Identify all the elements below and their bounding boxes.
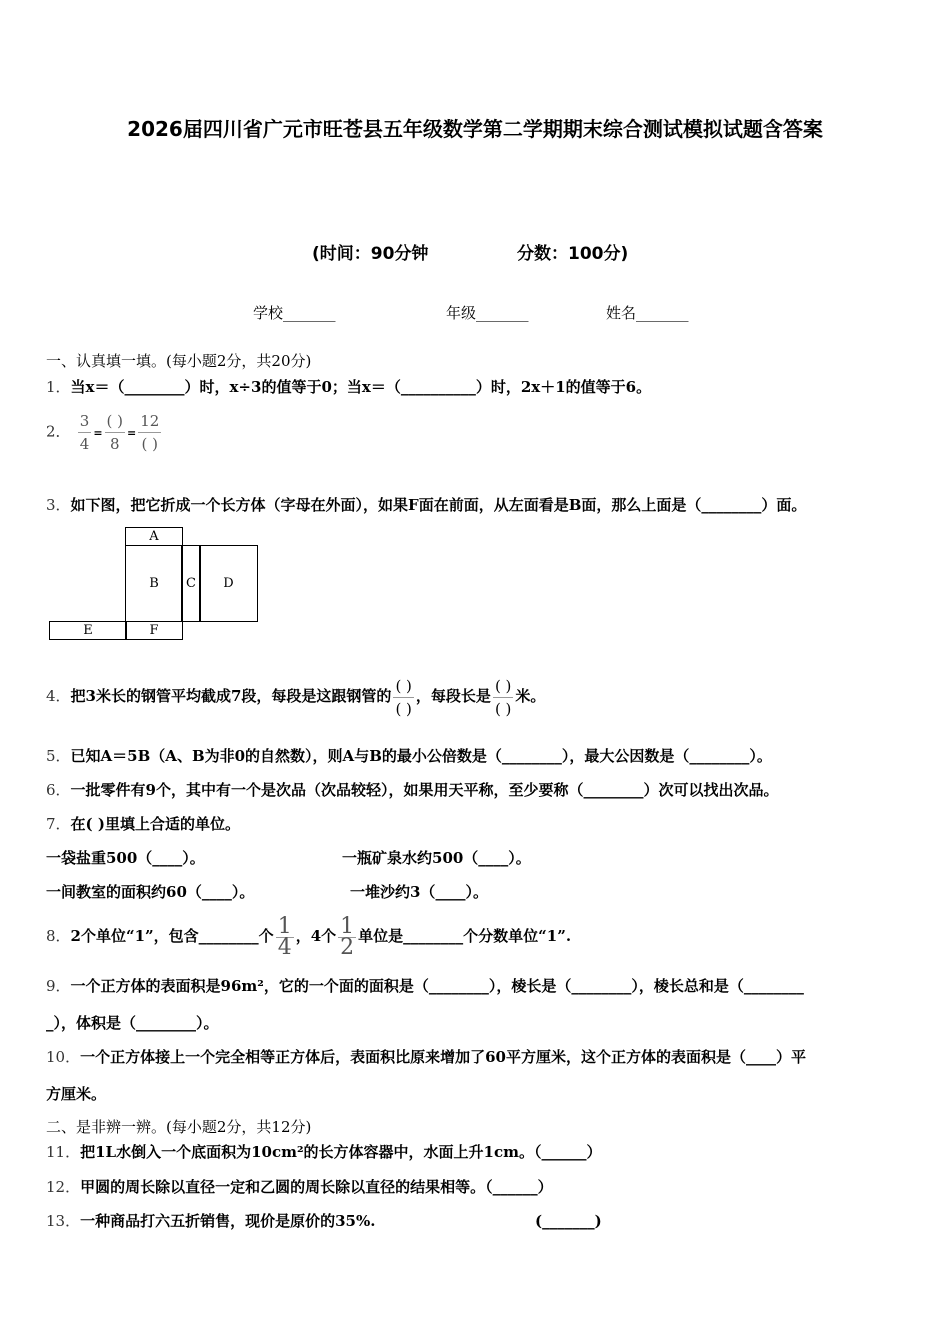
face-f: F [125, 621, 183, 640]
question-13: 13．一种商品打六五折销售，现价是原价的35%. [46, 1212, 376, 1230]
face-b: B [125, 545, 183, 622]
fraction-blank: $\frac{( )}{( )}$ [494, 676, 512, 718]
fraction: $\frac{1}{4}$ [277, 913, 292, 960]
q13-answer-blank: (_______) [535, 1212, 602, 1230]
question-10-cont: 方厘米。 [46, 1085, 107, 1103]
fraction: $\frac{12}{( )}$ [140, 412, 160, 453]
q-num: 2． [46, 422, 71, 441]
question-9: 9．一个正方体的表面积是96m²，它的一个面的面积是（________），棱长是（________），棱长总和是（________ [46, 977, 804, 995]
fraction: $\frac{( )}{8}$ [106, 412, 124, 453]
q-num: 3． [46, 496, 71, 514]
q-text: 当x＝（________）时，x÷3的值等于0；当x＝（__________）时，2x＋1的值等于6。 [70, 378, 652, 396]
question-9-cont: _），体积是（________）。 [46, 1014, 219, 1032]
question-1 [46, 377, 651, 397]
face-c: C [181, 545, 201, 622]
question-2: 2． $\frac{3}{4}$ = $\frac{( )}{8}$ = $\frac{12}{( )}$ [46, 412, 160, 453]
question-4: 4．把3米长的钢管平均截成7段，每段是这跟钢管的 $\frac{( )}{( )}$ ，每段长是 $\frac{( )}{( )}$ 米。 [46, 676, 546, 718]
grade-field: 年级_______ [446, 304, 529, 322]
face-a: A [125, 527, 183, 546]
question-5: 5．已知A＝5B（A、B为非0的自然数），则A与B的最小公倍数是（________），最大公因数是（________）。 [46, 747, 772, 765]
score-label: 分数：100分) [517, 244, 629, 264]
face-d: D [199, 545, 258, 622]
section-2-heading: 二、是非辨一辨。(每小题2分，共12分) [46, 1118, 312, 1136]
time-label: (时间：90分钟 [312, 244, 429, 264]
q-text: 如下图，把它折成一个长方体（字母在外面），如果F面在前面，从左面看是B面，那么上面是（________）面。 [70, 496, 807, 514]
q-num: 4． [46, 687, 71, 705]
page-title: 2026届四川省广元市旺苍县五年级数学第二学期期末综合测试模拟试题含答案 [127, 117, 823, 141]
question-10: 10．一个正方体接上一个完全相等正方体后，表面积比原来增加了60平方厘米，这个正方体的表面积是（____）平 [46, 1048, 806, 1066]
school-field: 学校_______ [253, 304, 336, 322]
question-11: 11．把1L水倒入一个底面积为10cm²的长方体容器中，水面上升1cm。（______） [46, 1143, 602, 1161]
face-e: E [49, 621, 127, 640]
q7-item-c: 一间教室的面积约60（____）。 [46, 883, 255, 901]
section-1-heading: 一、认真填一填。(每小题2分，共20分) [46, 352, 312, 370]
fraction-blank: $\frac{( )}{( )}$ [395, 676, 412, 718]
q-num: 1． [46, 378, 71, 396]
question-6: 6．一批零件有9个，其中有一个是次品（次品较轻），如果用天平称，至少要称（________）次可以找出次品。 [46, 781, 779, 799]
name-field: 姓名_______ [606, 304, 689, 322]
question-7: 7．在( )里填上合适的单位。 [46, 815, 240, 833]
question-12: 12．甲圆的周长除以直径一定和乙圆的周长除以直径的结果相等。（______） [46, 1178, 553, 1196]
fraction: $\frac{3}{4}$ [79, 412, 90, 453]
question-8: 8．2个单位“1”，包含________个 $\frac{1}{4}$ ，4个 $\frac{1}{2}$ 单位是________个分数单位“1”. [46, 913, 572, 960]
q7-item-b: 一瓶矿泉水约500（____）。 [342, 849, 531, 867]
fraction: $\frac{1}{2}$ [340, 913, 355, 960]
question-3 [46, 495, 806, 515]
q7-item-a: 一袋盐重500（____）。 [46, 849, 205, 867]
q7-item-d: 一堆沙约3（____）。 [350, 883, 488, 901]
